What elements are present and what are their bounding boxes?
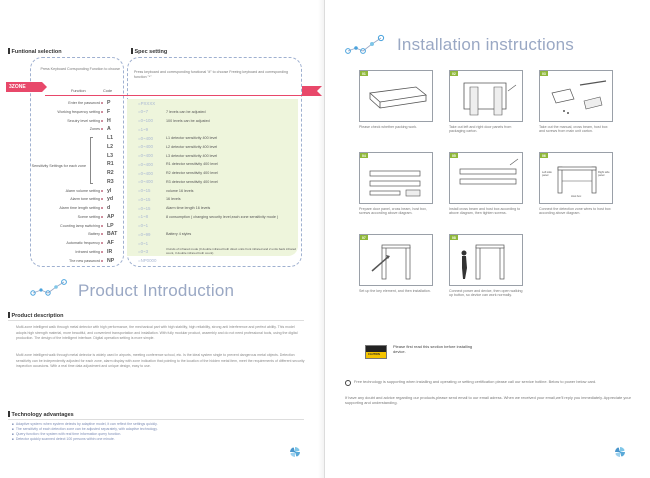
product-description-p1: Multi-zone intelligent walk through metal detector with high performance, the mechanical part with high stability, high reliability, strong anti interference and perfect ability. This model adopts high strength material, more beautiful, and convenient transportation and installation. With fully modular product, assembly and do not need professional tools, using the digital production. The design of the intelligent interface. Digital operation setting is more simple. [16, 325, 298, 341]
phone-icon [345, 380, 351, 386]
step-number: 07 [362, 235, 366, 240]
function-code: yl [107, 187, 112, 194]
step-caption: Please check whether packing work. [359, 125, 418, 129]
step-number: 01 [362, 71, 366, 76]
function-name: Alarm tone setting [70, 197, 100, 202]
value-range: =0~3 [138, 249, 149, 255]
table-row [8, 257, 308, 266]
molecule-icon [30, 278, 72, 298]
spec-setting-title: Spec setting [131, 48, 167, 55]
table-row [8, 99, 308, 108]
corner-logo-icon [615, 447, 625, 457]
install-step-1 [359, 70, 433, 129]
step-number: 03 [542, 71, 546, 76]
spec-description: volume 16 levels [166, 188, 194, 193]
install-step-6 [539, 152, 613, 216]
row-dot [101, 128, 103, 130]
spec-description: R3 detector sensitivity 400 level [166, 179, 218, 184]
table-row [8, 195, 308, 204]
spec-description: R2 detector sensitivity 400 level [166, 171, 218, 175]
product-intro-title: Product Introduction [78, 281, 235, 300]
table-row [8, 125, 308, 134]
row-dot [101, 190, 103, 192]
function-name: Counting lamp switching [60, 223, 100, 228]
zone-tag: 3ZONE [6, 82, 42, 92]
table-row [8, 134, 308, 143]
step-number: 04 [362, 153, 366, 158]
sensitivity-bracket [90, 137, 93, 184]
function-code: F [107, 108, 111, 115]
table-row [8, 248, 308, 257]
value-range: =1~9 [138, 126, 149, 132]
function-name: Enter the password [68, 101, 100, 105]
row-dot [101, 216, 103, 218]
step-caption: Install cross beam and host box according to above diagram, then tighten screws. [449, 207, 521, 216]
table-row [8, 178, 308, 187]
table-row [8, 204, 308, 213]
functional-selection-title: Funtional selection [8, 48, 62, 55]
table-row [8, 230, 308, 239]
function-code: R2 [107, 170, 114, 176]
step-caption: Prepare door panel, cross beam, host box, screws according above diagram. [359, 207, 427, 216]
press-left-note: Press Keyboard Corrsponding Function to choose [40, 67, 120, 71]
spec-description: L2 detector sensitivity 400 level [166, 144, 218, 149]
function-code: R1 [107, 161, 114, 168]
value-range: =0~400 [138, 144, 153, 150]
value-range: =0~15 [138, 205, 151, 211]
spec-description: L3 detector sensitivity 400 level [166, 153, 218, 158]
row-dot [101, 251, 103, 253]
divider [8, 419, 304, 420]
step-caption: Take out left and right door panels from packaging carton. [449, 125, 512, 134]
list-item: ■ Detector quickly scanned detect 100 persons within one minute. [12, 437, 232, 442]
step-number: 06 [542, 153, 546, 158]
support-note: Free technology is supporting when installing and operating or setting certification please call our service hotline. Below to power below card. [354, 379, 597, 384]
function-name: Working frequency setting [57, 109, 100, 114]
function-name: The new password [69, 258, 100, 263]
function-header: Function [71, 89, 86, 93]
value-range: =PXXXX [138, 100, 156, 106]
tech-advantages-list [12, 422, 232, 442]
function-code: R3 [107, 178, 114, 185]
function-code: yd [107, 196, 114, 203]
value-range: =0~1 [138, 240, 149, 246]
function-name: Infrared setting [75, 249, 100, 254]
corner-logo-icon [290, 447, 300, 457]
function-code: P [107, 100, 111, 106]
install-step-4 [359, 152, 433, 216]
table-row [8, 143, 308, 152]
technology-advantages-title: Technology advantages [8, 411, 74, 418]
row-dot [101, 120, 103, 122]
table-row [8, 108, 308, 117]
function-name: Scene setting [77, 214, 100, 219]
row-dot [101, 225, 103, 227]
function-code: L1 [107, 135, 114, 141]
function-code: IR [107, 248, 113, 255]
value-range: =0~400 [138, 161, 153, 167]
step-number: 05 [452, 153, 456, 158]
function-code: BAT [107, 231, 118, 238]
value-range: =0~1 [138, 223, 149, 228]
install-step-8 [449, 234, 523, 298]
function-code: A [107, 126, 111, 133]
value-range: =0~99 [138, 231, 151, 237]
value-range: =0~400 [138, 135, 153, 141]
function-name: Secuiry level setting [67, 118, 100, 123]
value-range: =0~400 [138, 153, 153, 158]
install-step-3 [539, 70, 613, 134]
row-dot [101, 260, 103, 262]
left-panel-label: Left side panel [542, 171, 552, 177]
step-number: 02 [452, 71, 456, 76]
molecule-icon [345, 34, 389, 56]
list-item: ■ Query function: the system with real time information query function. [12, 432, 232, 437]
spec-description: 3 kinds of infrared mode (0 double infrared both direct units front infrared and 2 units back infrared count, 3 double infrared both count) [166, 247, 297, 255]
table-row [8, 169, 308, 178]
value-range: =0~15 [138, 196, 151, 202]
table-row [8, 117, 308, 126]
sensitivity-group-label: Sensitivity Settings for each zone [31, 164, 86, 168]
table-row [8, 152, 308, 161]
step-caption: Connect power and device, then open walking up button, so device can work normally. [449, 289, 523, 298]
email-note: If have any doubt and advice regarding our products,please send email to our email adress. When we received your email,we'll reply you immediately. Appreciate your supporting and understanding. [345, 395, 631, 405]
step-number: 08 [452, 235, 456, 240]
function-code: L3 [107, 152, 114, 159]
caution-icon: CAUTION [365, 345, 387, 359]
right-page [325, 0, 650, 478]
header-divider [45, 95, 307, 96]
function-name: Automatic frequency [66, 241, 100, 245]
list-item: ■ The sensitivity of each detection zone can be adjusted separately, with adaptive technology. [12, 427, 232, 432]
spec-description: 8 consumption ( changing security level,each zone sensitivity mode ) [166, 214, 279, 219]
row-dot [101, 242, 103, 244]
function-name: Battery [88, 232, 100, 237]
divider [8, 320, 304, 321]
spec-description: L1 detector sensitivity 400 level [166, 136, 218, 140]
function-code: NP [107, 257, 115, 264]
row-dot [101, 233, 103, 235]
value-range: =NP0000 [138, 258, 157, 263]
table-row [8, 222, 308, 231]
spec-description: 16 levels [166, 197, 181, 202]
code-header: Code [103, 89, 113, 93]
step-caption: Set up the key element, and then installation. [359, 289, 431, 293]
function-code: LP [107, 222, 114, 229]
function-name: Alarm volume setting [65, 188, 100, 193]
spec-description: R1 detector sensitivity 400 level [166, 162, 218, 167]
function-code: AP [107, 213, 115, 220]
row-dot [101, 102, 103, 104]
spec-description: 100 levels can be adjusted [166, 118, 210, 123]
install-step-7 [359, 234, 433, 293]
value-range: =0~400 [138, 179, 153, 185]
value-range: =0~100 [138, 118, 153, 123]
value-range: =0~400 [138, 170, 153, 176]
spec-description: Battery 4 styles [166, 232, 192, 237]
installation-title: Installation instructions [397, 35, 574, 54]
install-step-5 [449, 152, 523, 216]
function-name: Alarm time length setting [59, 206, 100, 210]
caution-text: Please first read this section before installing device. [393, 344, 473, 354]
product-description-title: Product description [8, 312, 63, 319]
list-item: ■ Adaptive system: when system detects by adaptive model, it can reflect the settings quickly. [12, 422, 232, 427]
product-description-p2: Multi zone intelligent walk through metal detector is widely used in airports, meeting conference school, etc. Is the ideal system single to prevent dangerous metal objects. Detection sensitivity can be independently adjusted for each zone, alarm display with zone indication that pointing to the location of the hidden metal item, meet the requirements of different security inspection occasions. With a real time data adjustment and unique design, easy to use. [16, 353, 305, 369]
value-range: =0~15 [138, 188, 151, 193]
function-code: AF [107, 240, 114, 246]
function-code: H [107, 117, 111, 124]
function-code: d [107, 205, 111, 211]
install-step-2 [449, 70, 523, 134]
spec-description: Alarm time length 16 levels [166, 206, 211, 210]
row-dot [101, 207, 103, 209]
function-code: L2 [107, 143, 114, 150]
spec-description: 7 levels can be adjusted [166, 109, 206, 114]
step-caption: Take out the manual, cross beam, host box and screws from main unit carton. [539, 125, 608, 134]
value-range: =0~7 [138, 109, 149, 115]
value-range: =1~8 [138, 214, 149, 220]
row-dot [101, 111, 103, 113]
right-panel-label: Right side panel [598, 171, 610, 177]
function-name: Zones [89, 127, 100, 132]
host-box-label: Host box [571, 195, 582, 198]
table-row [8, 187, 308, 196]
step-caption: Connect the detection zone wires to host box according above diagram. [539, 207, 611, 216]
press-right-note: Press keyboard and corresponding functional "#" to choose Freeing keyboard and corresponding function "*" [134, 70, 288, 79]
row-dot [101, 198, 103, 200]
table-row [8, 213, 308, 222]
